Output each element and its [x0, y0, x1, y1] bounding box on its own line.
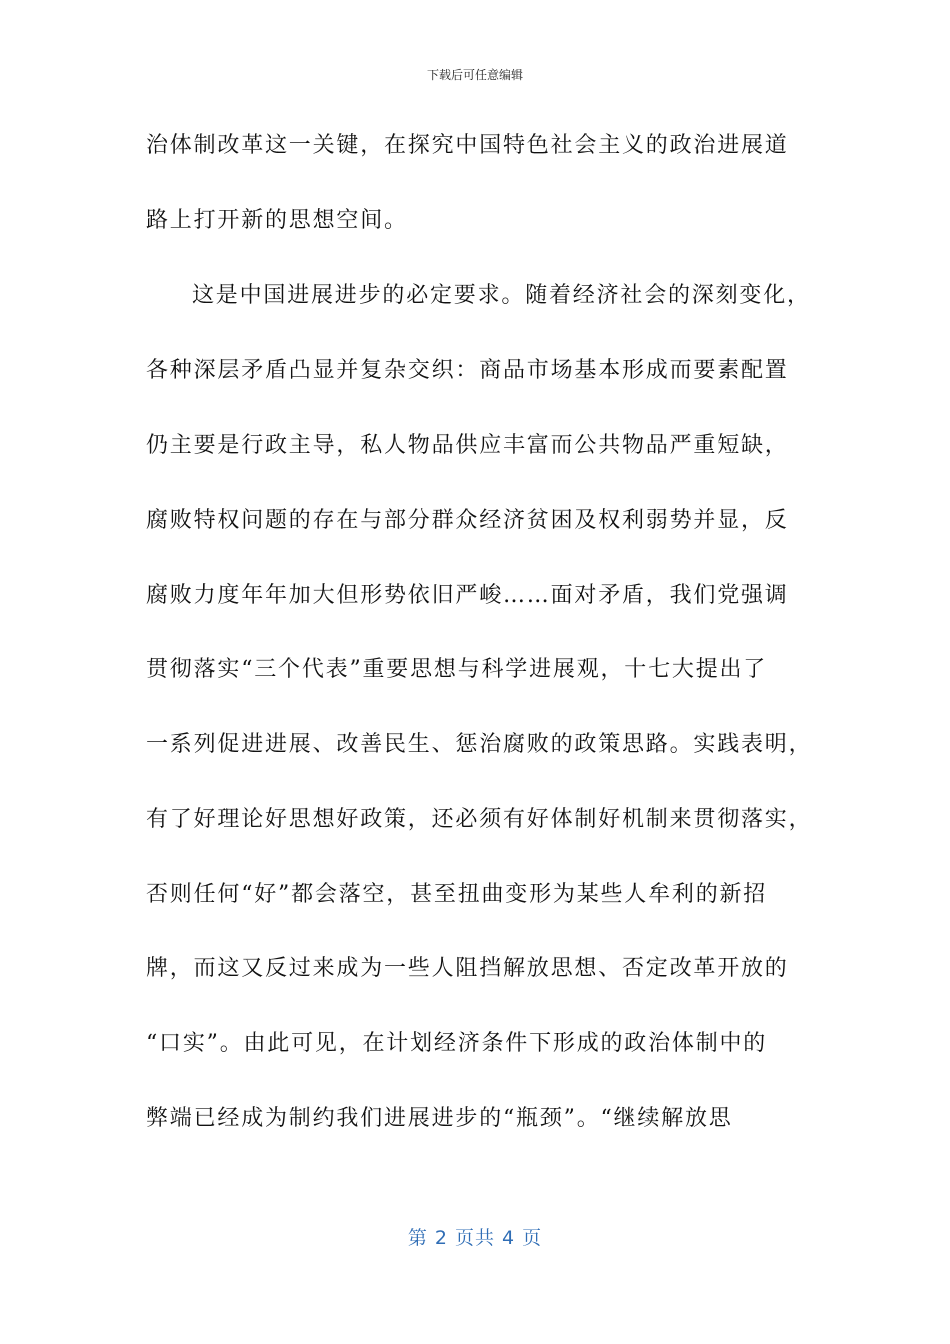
text-line: 一系列促进进展、改善民生、惩治腐败的政策思路。实践表明， — [146, 732, 813, 757]
text-line: 弊端已经成为制约我们进展进步的“瓶颈”。“继续解放思 — [146, 1106, 733, 1131]
text-line: 路上打开新的思想空间。 — [146, 208, 408, 233]
text-line: 否则任何“好”都会落空，甚至扭曲变形为某些人牟利的新招 — [146, 882, 768, 907]
text-line: 有了好理论好思想好政策，还必须有好体制好机制来贯彻落实， — [146, 807, 813, 832]
text-line: “口实”。由此可见，在计划经济条件下形成的政治体制中的 — [146, 1031, 768, 1056]
text-line: 牌，而这又反过来成为一些人阻挡解放思想、否定改革开放的 — [146, 956, 789, 981]
paragraph-first-line: 这是中国进展进步的必定要求。随着经济社会的深刻变化， — [192, 283, 811, 308]
text-line: 贯彻落实“三个代表”重要思想与科学进展观，十七大提出了 — [146, 657, 768, 682]
text-line: 仍主要是行政主导，私人物品供应丰富而公共物品严重短缺， — [146, 433, 789, 458]
text-line: 腐败特权问题的存在与部分群众经济贫困及权利弱势并显，反 — [146, 508, 789, 533]
text-line: 各种深层矛盾凸显并复杂交织：商品市场基本形成而要素配置 — [146, 358, 789, 383]
page-header: 下载后可任意编辑 — [426, 68, 523, 82]
page-number-footer: 第 2 页共 4 页 — [407, 1227, 543, 1249]
text-line: 腐败力度年年加大但形势依旧严峻……面对矛盾，我们党强调 — [146, 583, 789, 608]
text-line: 治体制改革这一关键，在探究中国特色社会主义的政治进展道 — [146, 133, 789, 158]
